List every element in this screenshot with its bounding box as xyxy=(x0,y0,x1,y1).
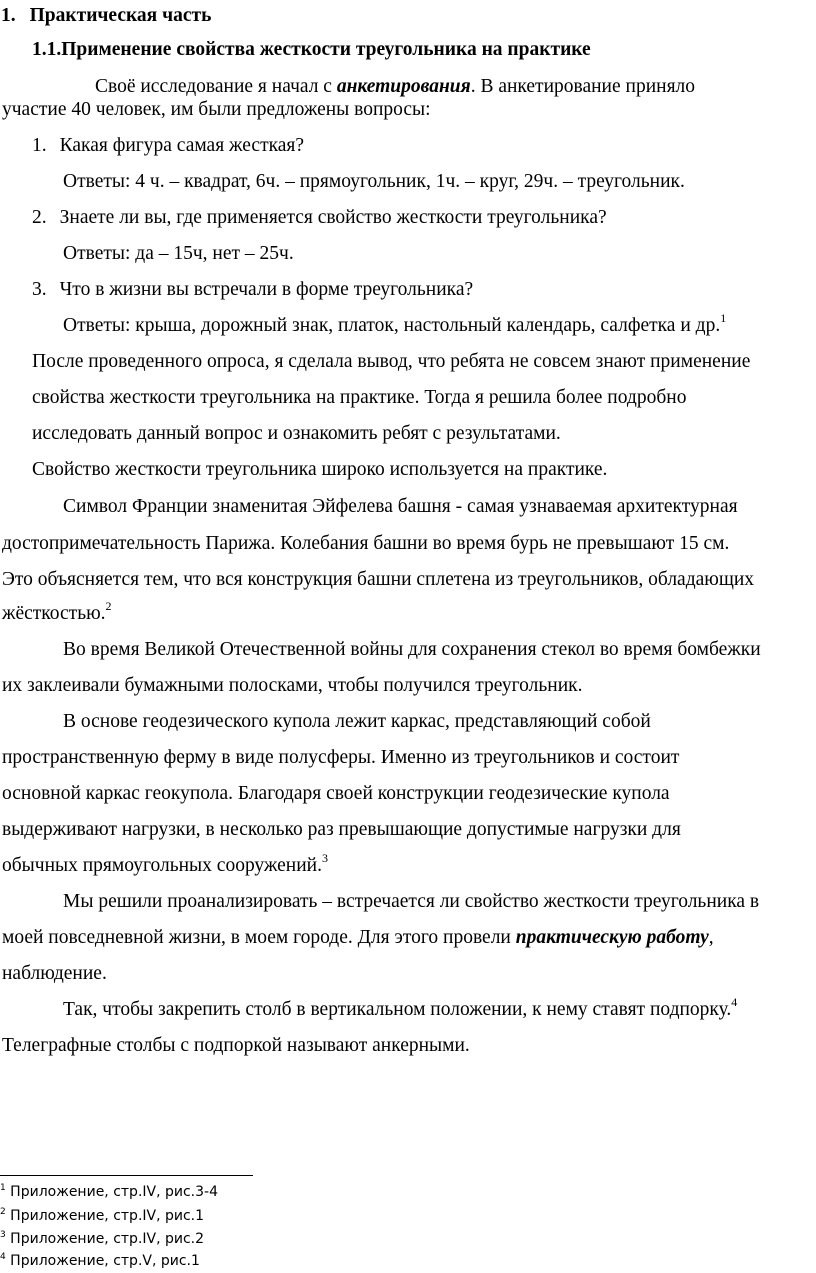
practice-text-pre: моей повседневной жизни, в моем городе. Для этого провели xyxy=(2,927,516,948)
footnote-text: Приложение, стр.IV, рис.3-4 xyxy=(5,1184,218,1200)
pole-text: Так, чтобы закрепить столб в вертикальном положении, к нему ставят подпорку. xyxy=(63,999,732,1020)
pole-line-1 xyxy=(63,995,738,1023)
section-number: 1. xyxy=(1,5,16,26)
footnote-text: Приложение, стр.IV, рис.1 xyxy=(5,1208,205,1224)
intro-text-pre: Своё исследование я начал с xyxy=(95,76,337,97)
eiffel-text: жёсткостью. xyxy=(2,603,106,624)
question-number: 3. xyxy=(32,279,47,300)
war-line-1: Во время Великой Отечественной войны для сохранения стекол во время бомбежки xyxy=(63,639,761,660)
footnote-ref-3[interactable]: 3 xyxy=(321,851,328,865)
conclusion-line-2: свойства жесткости треугольника на практике. Тогда я решила более подробно xyxy=(32,387,687,408)
footnote-text: Приложение, стр.V, рис.1 xyxy=(5,1253,200,1269)
question-text: Знаете ли вы, где применяется свойство жесткости треугольника? xyxy=(59,207,607,228)
conclusion-line-3: исследовать данный вопрос и ознакомить ребят с результатами. xyxy=(32,423,561,444)
practice-line-1: Мы решили проанализировать – встречается ли свойство жесткости треугольника в xyxy=(63,891,760,912)
practice-text-post: , xyxy=(708,927,714,948)
intro-emphasis: анкетирования xyxy=(336,76,471,97)
dome-line-2: пространственную ферму в виде полусферы. Именно из треугольников и состоит xyxy=(2,747,680,768)
section-heading xyxy=(1,4,211,28)
dome-line-4: выдерживают нагрузки, в несколько раз превышающие допустимые нагрузки для xyxy=(2,819,681,840)
answer-1: Ответы: 4 ч. – квадрат, 6ч. – прямоугольник, 1ч. – круг, 29ч. – треугольник. xyxy=(63,171,685,192)
question-3 xyxy=(32,278,473,302)
conclusion-line-1: После проведенного опроса, я сделала вывод, что ребята не совсем знают применение xyxy=(32,351,751,372)
question-number: 2. xyxy=(32,207,47,228)
war-line-2: их заклеивали бумажными полосками, чтобы получился треугольник. xyxy=(2,675,583,696)
question-1 xyxy=(32,134,304,158)
answer-2: Ответы: да – 15ч, нет – 25ч. xyxy=(63,243,294,264)
footnote-number: 3 xyxy=(0,1230,6,1240)
question-number: 1. xyxy=(32,135,47,156)
footnote-2 xyxy=(0,1207,204,1227)
conclusion-line-4: Свойство жесткости треугольника широко используется на практике. xyxy=(32,459,608,480)
eiffel-line-4 xyxy=(2,599,112,627)
footnote-text: Приложение, стр.IV, рис.2 xyxy=(5,1231,205,1247)
subsection-title: Применение свойства жесткости треугольника на практике xyxy=(61,39,591,60)
eiffel-line-2: достопримечательность Парижа. Колебания башни во время бурь не превышают 15 см. xyxy=(2,533,730,554)
dome-line-5 xyxy=(2,851,328,879)
subsection-heading xyxy=(32,38,591,62)
question-text: Что в жизни вы встречали в форме треугольника? xyxy=(59,279,474,300)
footnote-1 xyxy=(0,1183,218,1203)
practice-emphasis: практическую работу xyxy=(515,927,709,948)
section-title: Практическая часть xyxy=(29,5,212,26)
answer-3 xyxy=(63,311,727,339)
footnote-number: 2 xyxy=(0,1207,6,1217)
footnote-4 xyxy=(0,1252,200,1272)
intro-line-2: участие 40 человек, им были предложены вопросы: xyxy=(2,99,431,120)
footnote-number: 4 xyxy=(0,1252,6,1262)
eiffel-line-3: Это объясняется тем, что вся конструкция башни сплетена из треугольников, обладающих xyxy=(2,569,755,590)
dome-text: обычных прямоугольных сооружений. xyxy=(2,855,322,876)
eiffel-line-1: Символ Франции знаменитая Эйфелева башня - самая узнаваемая архитектурная xyxy=(63,496,738,517)
intro-line-1 xyxy=(95,75,695,99)
pole-line-2: Телеграфные столбы с подпоркой называют анкерными. xyxy=(2,1035,470,1056)
practice-line-3: наблюдение. xyxy=(2,963,107,984)
footnote-ref-4[interactable]: 4 xyxy=(731,995,738,1009)
footnote-ref-2[interactable]: 2 xyxy=(105,599,112,613)
answer-text: Ответы: крыша, дорожный знак, платок, настольный календарь, салфетка и др. xyxy=(63,315,721,336)
subsection-number: 1.1. xyxy=(32,39,62,60)
dome-line-1: В основе геодезического купола лежит каркас, представляющий собой xyxy=(63,711,651,732)
footnote-ref-1[interactable]: 1 xyxy=(720,311,727,325)
question-2 xyxy=(32,206,607,230)
footnote-3 xyxy=(0,1230,204,1250)
footnote-separator xyxy=(0,1175,253,1176)
intro-text-post: . В анкетирование приняло xyxy=(470,76,696,97)
question-text: Какая фигура самая жесткая? xyxy=(59,135,305,156)
dome-line-3: основной каркас геокупола. Благодаря своей конструкции геодезические купола xyxy=(2,783,670,804)
footnote-number: 1 xyxy=(0,1183,6,1193)
practice-line-2 xyxy=(2,926,714,950)
